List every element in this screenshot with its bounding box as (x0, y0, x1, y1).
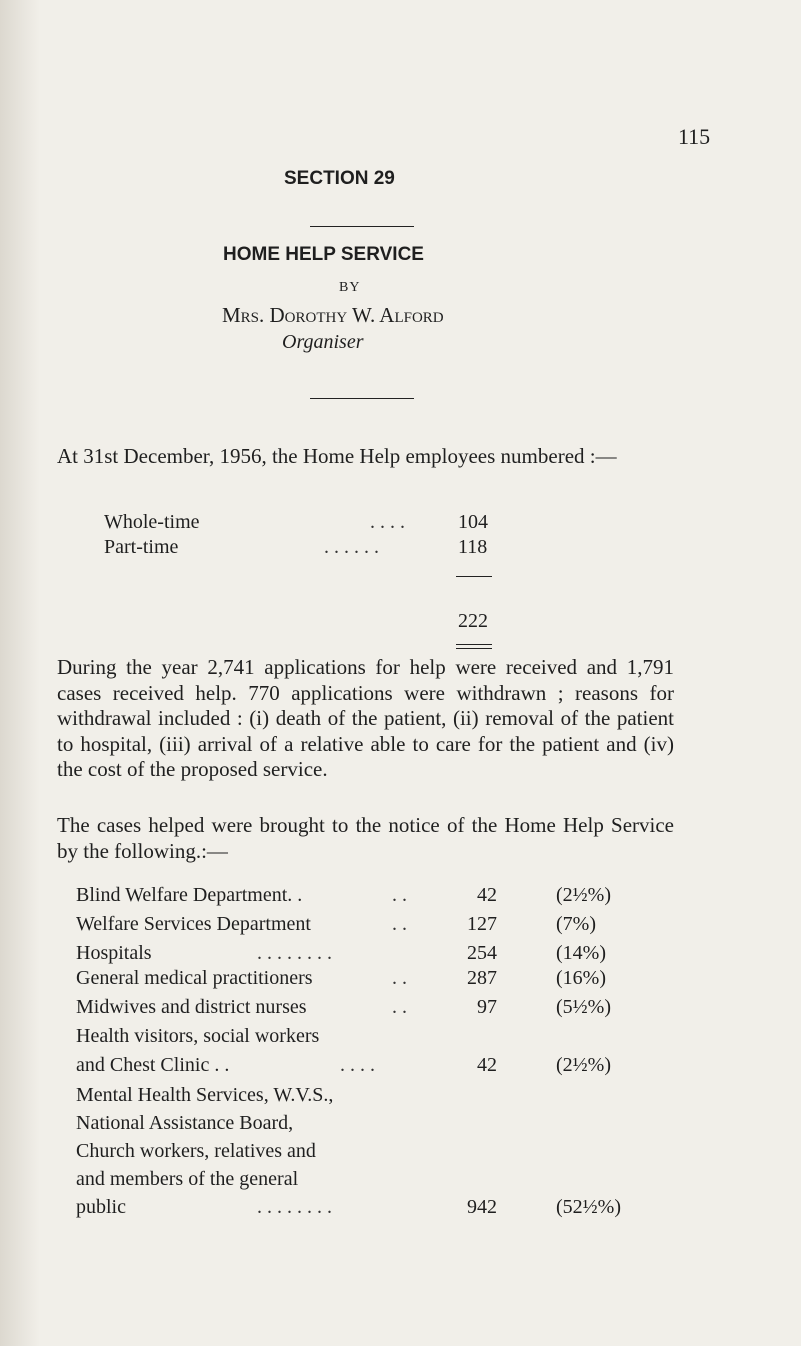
dot-leader: . . . . . . . . (257, 942, 332, 964)
dot-leader: . . . . (340, 1054, 375, 1076)
by-line: BY (339, 280, 361, 295)
source-label-continued: Church workers, relatives and (76, 1140, 316, 1162)
source-count: 97 (477, 996, 497, 1018)
source-row (0, 884, 801, 910)
page-number: 115 (678, 124, 711, 149)
author-name: Mrs. Dorothy W. Alford (222, 303, 444, 327)
source-percent: (14%) (556, 942, 606, 964)
source-label: Welfare Services Department (76, 913, 311, 935)
section-heading: SECTION 29 (284, 168, 395, 189)
sum-rule (456, 576, 492, 577)
source-percent: (5½%) (556, 996, 611, 1018)
source-count: 127 (467, 913, 497, 935)
source-row (0, 967, 801, 993)
total-double-rule-bottom (456, 648, 492, 649)
source-row (0, 913, 801, 939)
source-percent: (52½%) (556, 1196, 621, 1218)
source-label: Mental Health Services, W.V.S., (76, 1084, 334, 1106)
applications-paragraph: During the year 2,741 applications for help were received and 1,791 cases received help. 770 applications were withdrawn ; reasons for withdrawal included : (i) death of the patient, (ii) removal of the patient to hospital, (iii) arrival of a relative able to care for the patient and (iv) the cost of the proposed service. (57, 655, 674, 781)
dot-leader: . . (392, 967, 407, 989)
source-label-continued: and Chest Clinic . . (76, 1054, 230, 1076)
employees-total: 222 (458, 610, 488, 632)
dot-leader: . . . . . . . . (257, 1196, 332, 1218)
source-count: 254 (467, 942, 497, 964)
source-label: Midwives and district nurses (76, 996, 307, 1018)
employee-label: Whole-time (104, 511, 200, 533)
source-label: Blind Welfare Department. . (76, 884, 303, 906)
dot-leader: . . (392, 884, 407, 906)
source-row (0, 1084, 801, 1234)
service-title: HOME HELP SERVICE (223, 244, 424, 265)
intro-paragraph: At 31st December, 1956, the Home Help employees numbered :— (57, 444, 617, 468)
source-label-continued: public (76, 1196, 126, 1218)
source-percent: (16%) (556, 967, 606, 989)
source-label: Hospitals (76, 942, 152, 964)
top-rule (310, 226, 414, 227)
source-percent: (2½%) (556, 884, 611, 906)
source-count: 287 (467, 967, 497, 989)
source-count: 42 (477, 1054, 497, 1076)
source-count: 942 (467, 1196, 497, 1218)
source-label: General medical practitioners (76, 967, 313, 989)
employee-count: 104 (458, 511, 488, 533)
source-row (0, 1025, 801, 1081)
dot-leader: . . (392, 913, 407, 935)
dot-leader: . . (392, 996, 407, 1018)
sources-intro-paragraph: The cases helped were brought to the notice of the Home Help Service by the following.:— (57, 813, 674, 863)
dot-leader: . . . . . . (324, 536, 379, 558)
employee-count: 118 (458, 536, 488, 558)
source-row (0, 996, 801, 1022)
dot-leader: . . . . (370, 511, 405, 533)
total-double-rule-top (456, 644, 492, 645)
source-row (0, 942, 801, 968)
source-label-continued: National Assistance Board, (76, 1112, 294, 1134)
source-percent: (2½%) (556, 1054, 611, 1076)
employee-label: Part-time (104, 536, 179, 558)
employee-row-part-time (0, 536, 801, 562)
source-count: 42 (477, 884, 497, 906)
source-percent: (7%) (556, 913, 596, 935)
employee-row-whole-time (0, 511, 801, 537)
source-label: Health visitors, social workers (76, 1025, 320, 1047)
author-role: Organiser (282, 331, 364, 353)
source-label-continued: and members of the general (76, 1168, 299, 1190)
bottom-rule (310, 398, 414, 399)
